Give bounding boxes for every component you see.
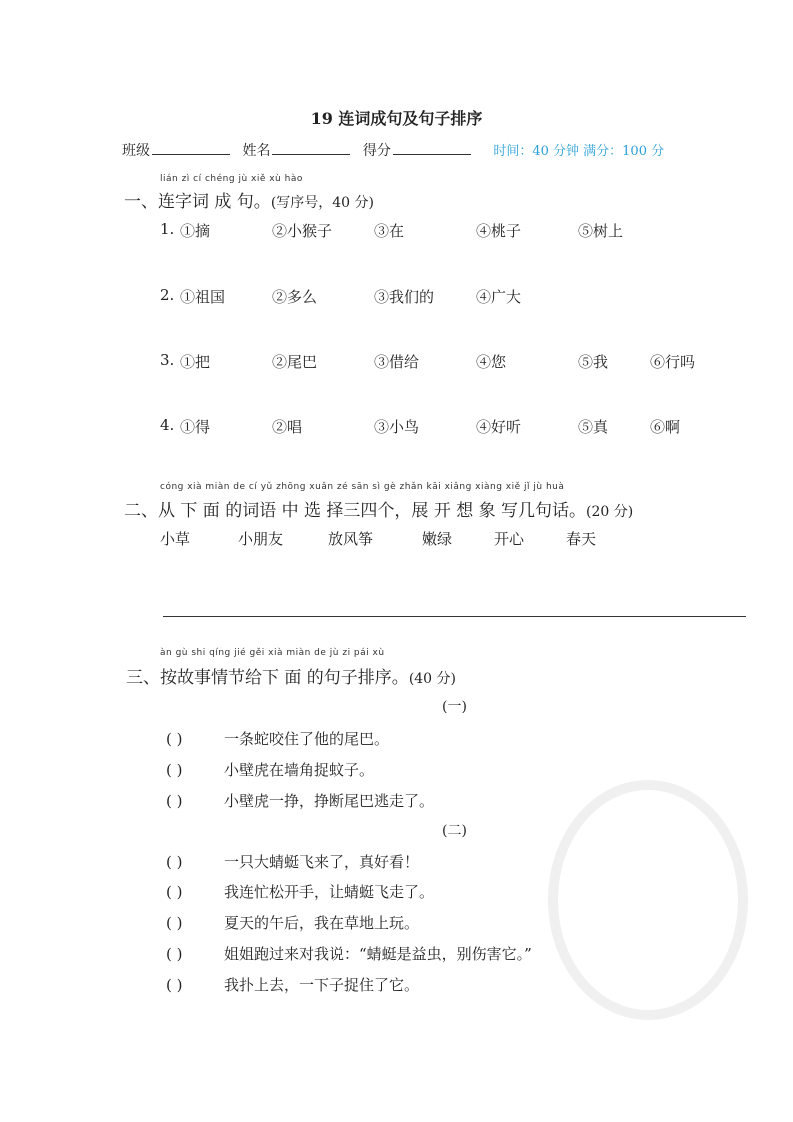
sort-item bbox=[166, 759, 374, 780]
sort-item bbox=[166, 881, 434, 902]
sort-item bbox=[166, 790, 434, 811]
word-option: ⑥啊 bbox=[650, 418, 681, 436]
word-option: ③借给 bbox=[374, 353, 420, 371]
word-bank-item: 开心 bbox=[494, 530, 525, 548]
sentence-text: 小壁虎一挣，挣断尾巴逃走了。 bbox=[224, 792, 435, 810]
section3-heading bbox=[126, 663, 456, 688]
name-label: 姓名 bbox=[242, 143, 271, 159]
question-number: 4. bbox=[160, 416, 175, 434]
word-option: ⑤树上 bbox=[578, 222, 624, 240]
section3-pinyin: àn gù shi qíng jié gěi xià miàn de jù zi pái xù bbox=[160, 648, 385, 658]
word-option: ③在 bbox=[374, 222, 405, 240]
section2-title: 二、从 下 面 的词语 中 选 择三四个，展 开 想 象 写几句话。 bbox=[124, 501, 587, 521]
time-info: 时间：40 分钟 满分：100 分 bbox=[493, 144, 665, 159]
sentence-text: 一条蛇咬住了他的尾巴。 bbox=[224, 730, 390, 748]
word-bank-item: 嫩绿 bbox=[422, 530, 453, 548]
answer-paren[interactable]: ( ) bbox=[166, 761, 183, 779]
question-number: 3. bbox=[160, 351, 175, 369]
word-option: ②唱 bbox=[272, 418, 303, 436]
answer-line[interactable] bbox=[163, 616, 746, 617]
watermark-seal bbox=[548, 780, 748, 1020]
group1-label: (一) bbox=[442, 699, 467, 715]
answer-paren[interactable]: ( ) bbox=[166, 976, 183, 994]
word-option: ④您 bbox=[476, 353, 507, 371]
answer-paren[interactable]: ( ) bbox=[166, 914, 183, 932]
word-option: ②尾巴 bbox=[272, 353, 318, 371]
section1-heading bbox=[124, 187, 374, 212]
sort-item bbox=[166, 912, 419, 933]
word-option: ③小鸟 bbox=[374, 418, 420, 436]
word-option: ④桃子 bbox=[476, 222, 522, 240]
sentence-text: 我连忙松开手，让蜻蜓飞走了。 bbox=[224, 883, 435, 901]
word-bank-item: 春天 bbox=[566, 530, 597, 548]
word-option: ②小猴子 bbox=[272, 222, 333, 240]
section2-note: (20 分) bbox=[586, 504, 634, 520]
answer-paren[interactable]: ( ) bbox=[166, 730, 183, 748]
name-field[interactable] bbox=[272, 142, 350, 155]
section1-pinyin: lián zì cí chéng jù xiě xù hào bbox=[160, 174, 303, 184]
section3-note: (40 分) bbox=[408, 671, 457, 687]
word-bank-item: 放风筝 bbox=[328, 530, 374, 548]
question-number: 2. bbox=[160, 286, 175, 304]
sentence-text: 夏天的午后，我在草地上玩。 bbox=[224, 914, 420, 932]
sentence-text: 小壁虎在墙角捉蚊子。 bbox=[224, 761, 375, 779]
class-label: 班级 bbox=[122, 143, 150, 159]
header-info bbox=[122, 140, 664, 160]
sentence-text: 我扑上去，一下子捉住了它。 bbox=[224, 976, 420, 994]
class-field[interactable] bbox=[152, 142, 230, 155]
group2-label: (二) bbox=[442, 823, 467, 839]
word-option: ⑤我 bbox=[578, 353, 609, 371]
sort-item bbox=[166, 974, 419, 995]
score-label: 得分 bbox=[362, 143, 391, 159]
word-option: ③我们的 bbox=[374, 288, 435, 306]
sort-item bbox=[166, 728, 389, 749]
word-option: ⑥行吗 bbox=[650, 353, 696, 371]
answer-paren[interactable]: ( ) bbox=[166, 883, 183, 901]
answer-paren[interactable]: ( ) bbox=[166, 945, 183, 963]
section1-title: 一、连字词 成 句。 bbox=[124, 192, 271, 212]
word-option: ④广大 bbox=[476, 288, 522, 306]
section2-heading bbox=[124, 496, 633, 521]
sort-item bbox=[166, 851, 419, 872]
sentence-text: 姐姐跑过来对我说：“蜻蜓是益虫，别伤害它。” bbox=[224, 945, 532, 963]
section3-title: 三、按故事情节给下 面 的句子排序。 bbox=[126, 668, 409, 688]
word-option: ①祖国 bbox=[180, 288, 226, 306]
word-option: ①摘 bbox=[180, 222, 211, 240]
page-title: 19 连词成句及句子排序 bbox=[310, 109, 483, 128]
answer-paren[interactable]: ( ) bbox=[166, 792, 183, 810]
word-option: ②多么 bbox=[272, 288, 318, 306]
word-option: ④好听 bbox=[476, 418, 522, 436]
sort-item bbox=[166, 943, 532, 964]
word-option: ①得 bbox=[180, 418, 211, 436]
answer-paren[interactable]: ( ) bbox=[166, 853, 183, 871]
section1-note: (写序号，40 分) bbox=[270, 195, 375, 211]
score-field[interactable] bbox=[393, 142, 471, 155]
word-option: ⑤真 bbox=[578, 418, 609, 436]
word-bank-item: 小朋友 bbox=[238, 530, 284, 548]
word-option: ①把 bbox=[180, 353, 211, 371]
word-bank-item: 小草 bbox=[160, 530, 191, 548]
sentence-text: 一只大蜻蜓飞来了，真好看！ bbox=[224, 853, 420, 871]
question-number: 1. bbox=[160, 220, 175, 238]
section2-pinyin: cóng xià miàn de cí yǔ zhōng xuǎn zé sān sì gè zhǎn kāi xiǎng xiàng xiě jǐ jù huà bbox=[160, 482, 565, 492]
